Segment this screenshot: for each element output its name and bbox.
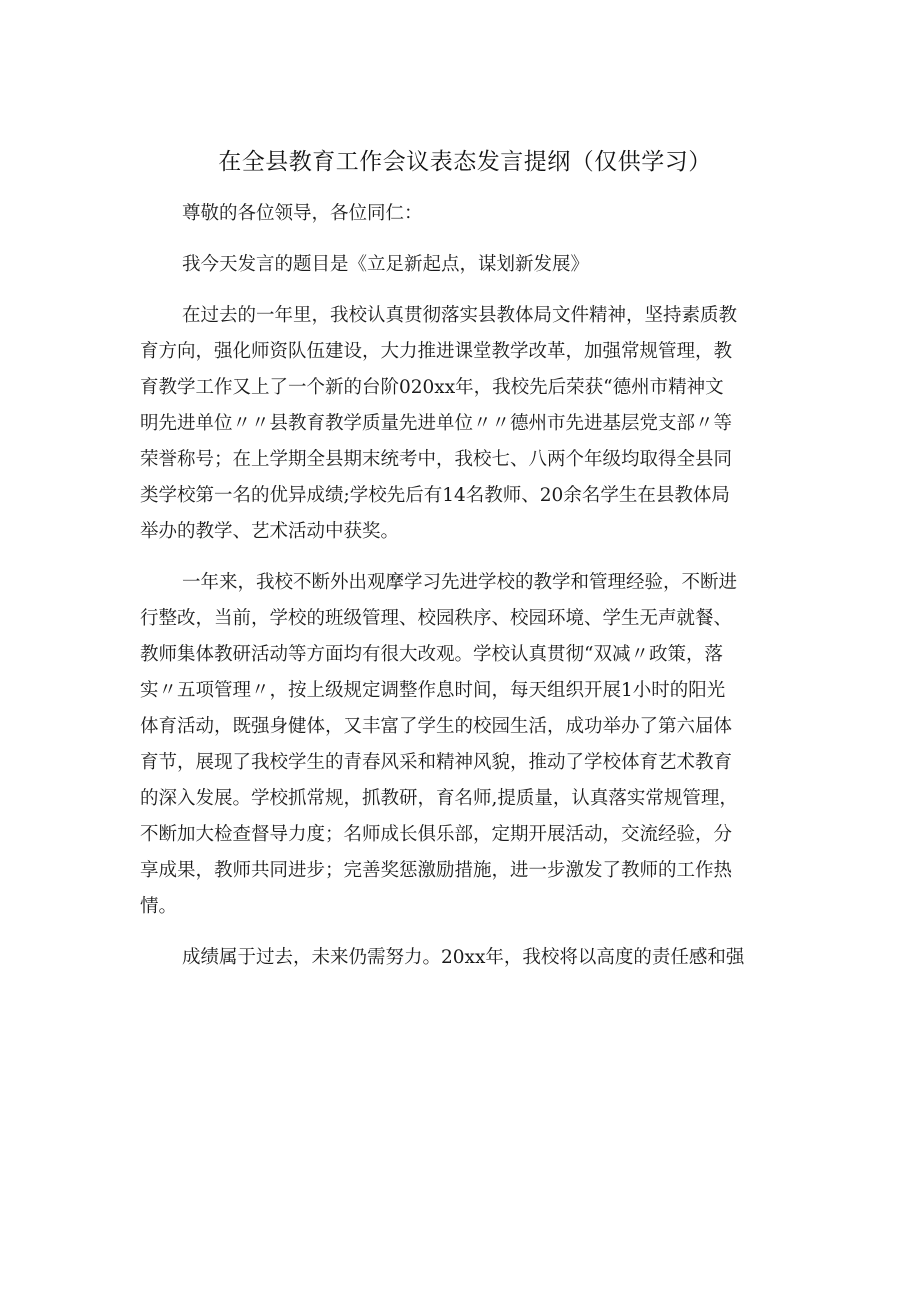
paragraph-line: 教师集体教研活动等方面均有很大改观。学校认真贯彻“双减〃政策，落 [140, 644, 723, 665]
paragraph-achievements [140, 298, 800, 550]
paragraph-line: 情。 [140, 896, 178, 917]
paragraph-line: 在过去的一年里，我校认真贯彻落实县教体局文件精神，坚持素质教 [182, 305, 738, 326]
paragraph-line: 行整改，当前，学校的班级管理、校园秩序、校园环境、学生无声就餐、 [140, 608, 733, 629]
paragraph-line: 不断加大检查督导力度；名师成长俱乐部，定期开展活动，交流经验，分 [140, 824, 733, 845]
paragraph-line: 类学校第一名的优异成绩;学校先后有14名教师、20余名学生在县教体局 [140, 485, 730, 506]
paragraph-line: 育方向，强化师资队伍建设，大力推进课堂教学改革，加强常规管理，教 [140, 341, 733, 362]
document-body [140, 196, 800, 976]
paragraph-line: 举办的教学、艺术活动中获奖。 [140, 521, 400, 542]
salutation-paragraph [140, 196, 800, 232]
paragraph-line: 享成果，教师共同进步；完善奖惩激励措施，进一步激发了教师的工作热 [140, 860, 733, 881]
paragraph-line: 育节，展现了我校学生的青春风采和精神风貌，推动了学校体育艺术教育 [140, 752, 733, 773]
salutation: 尊敬的各位领导，各位同仁： [182, 203, 423, 224]
paragraph-line: 明先进单位〃〃县教育教学质量先进单位〃〃德州市先进基层党支部〃等 [140, 413, 733, 434]
paragraph-line: 体育活动，既强身健体，又丰富了学生的校园生活，成功举办了第六届体 [140, 716, 733, 737]
paragraph-line: 的深入发展。学校抓常规，抓教研，育名师,提质量，认真落实常规管理， [140, 788, 738, 809]
document-title: 在全县教育工作会议表态发言提纲（仅供学习） [218, 149, 712, 175]
paragraph-line: 成绩属于过去，未来仍需努力。20xx年，我校将以高度的责任感和强 [182, 947, 745, 968]
paragraph-line: 荣誉称号；在上学期全县期末统考中，我校七、八两个年级均取得全县同 [140, 449, 733, 470]
paragraph-line: 实〃五项管理〃，按上级规定调整作息时间，每天组织开展1小时的阳光 [140, 680, 726, 701]
speech-topic: 我今天发言的题目是《立足新起点，谋划新发展》 [182, 254, 590, 275]
topic-paragraph [140, 247, 800, 283]
paragraph-line: 一年来，我校不断外出观摩学习先进学校的教学和管理经验，不断进 [182, 572, 738, 593]
paragraph-outlook [140, 940, 800, 976]
paragraph-line: 育教学工作又上了一个新的台阶020xx年，我校先后荣获“德州市精神文 [140, 377, 724, 398]
paragraph-improvements [140, 565, 800, 925]
